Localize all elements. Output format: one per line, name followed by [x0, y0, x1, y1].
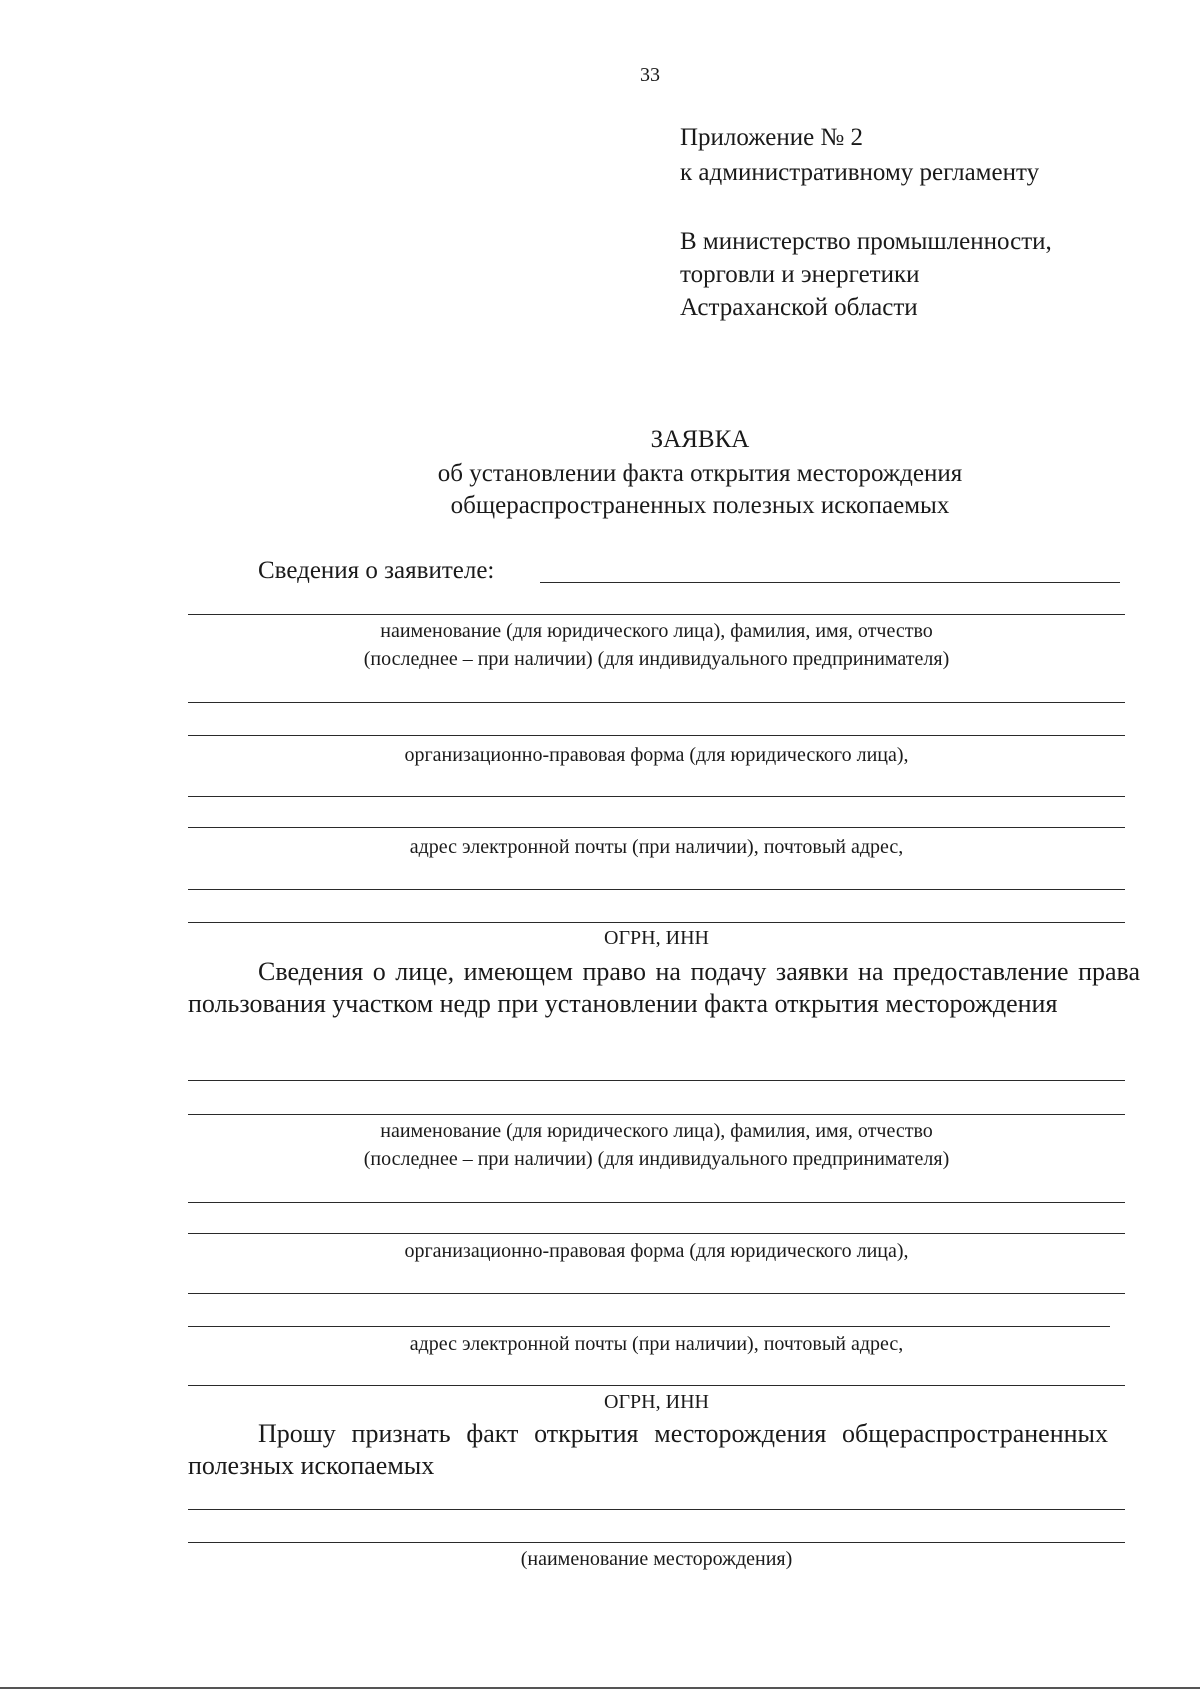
- applicant-ogrn-line-1[interactable]: [188, 889, 1125, 890]
- deposit-line-1[interactable]: [188, 1509, 1125, 1510]
- rightholder-name-line-2[interactable]: [188, 1114, 1125, 1115]
- request-paragraph: [188, 1418, 1108, 1482]
- rightholder-paragraph: [188, 956, 1140, 1020]
- applicant-form-line-1[interactable]: [188, 702, 1125, 703]
- request-caption-deposit: (наименование месторождения): [520, 1548, 793, 1570]
- applicant-caption-name-1: наименование (для юридического лица), фамилия, имя, отчество: [380, 620, 933, 642]
- applicant-caption-form: организационно-правовая форма (для юридического лица),: [404, 744, 909, 766]
- applicant-ogrn-line-2[interactable]: [188, 922, 1125, 923]
- document-title: ЗАЯВКА: [650, 426, 750, 453]
- rightholder-name-line-1[interactable]: [188, 1080, 1125, 1081]
- applicant-caption-ogrn: ОГРН, ИНН: [604, 927, 709, 949]
- page-number: 33: [640, 64, 660, 86]
- rightholder-caption-ogrn: ОГРН, ИНН: [604, 1391, 709, 1413]
- document-subtitle-1: об установлении факта открытия месторождения: [437, 460, 963, 487]
- rightholder-address-line-1[interactable]: [188, 1293, 1125, 1294]
- appendix-line-1: Приложение № 2: [680, 124, 864, 151]
- request-text: Прошу признать факт открытия месторождения общераспространенных полезных ископаемых: [188, 1419, 1108, 1480]
- applicant-address-line-1[interactable]: [188, 796, 1125, 797]
- addressee-line-1: В министерство промышленности,: [680, 228, 1052, 255]
- applicant-input-line[interactable]: [540, 582, 1120, 583]
- rightholder-form-line-1[interactable]: [188, 1202, 1125, 1203]
- applicant-label: Сведения о заявителе:: [258, 557, 495, 584]
- appendix-line-2: к административному регламенту: [680, 159, 1040, 186]
- rightholder-address-line-2[interactable]: [188, 1326, 1110, 1327]
- applicant-caption-address: адрес электронной почты (при наличии), почтовый адрес,: [409, 836, 904, 858]
- rightholder-caption-name-1: наименование (для юридического лица), фамилия, имя, отчество: [380, 1120, 933, 1142]
- document-subtitle-2: общераспространенных полезных ископаемых: [450, 492, 950, 519]
- rightholder-caption-address: адрес электронной почты (при наличии), почтовый адрес,: [409, 1333, 904, 1355]
- rightholder-ogrn-line[interactable]: [188, 1385, 1125, 1386]
- rightholder-text: Сведения о лице, имеющем право на подачу заявки на предоставление права пользования участком недр при установлении факта открытия месторождения: [188, 957, 1140, 1018]
- deposit-line-2[interactable]: [188, 1542, 1125, 1543]
- applicant-form-line-2[interactable]: [188, 735, 1125, 736]
- rightholder-caption-form: организационно-правовая форма (для юридического лица),: [404, 1240, 909, 1262]
- applicant-address-line-2[interactable]: [188, 827, 1125, 828]
- applicant-caption-name-2: (последнее – при наличии) (для индивидуального предпринимателя): [363, 648, 950, 670]
- applicant-name-line[interactable]: [188, 614, 1125, 615]
- page-bottom-edge: [0, 1687, 1200, 1689]
- rightholder-caption-name-2: (последнее – при наличии) (для индивидуального предпринимателя): [363, 1148, 950, 1170]
- rightholder-form-line-2[interactable]: [188, 1233, 1125, 1234]
- addressee-line-3: Астраханской области: [680, 294, 918, 321]
- addressee-line-2: торговли и энергетики: [680, 261, 920, 288]
